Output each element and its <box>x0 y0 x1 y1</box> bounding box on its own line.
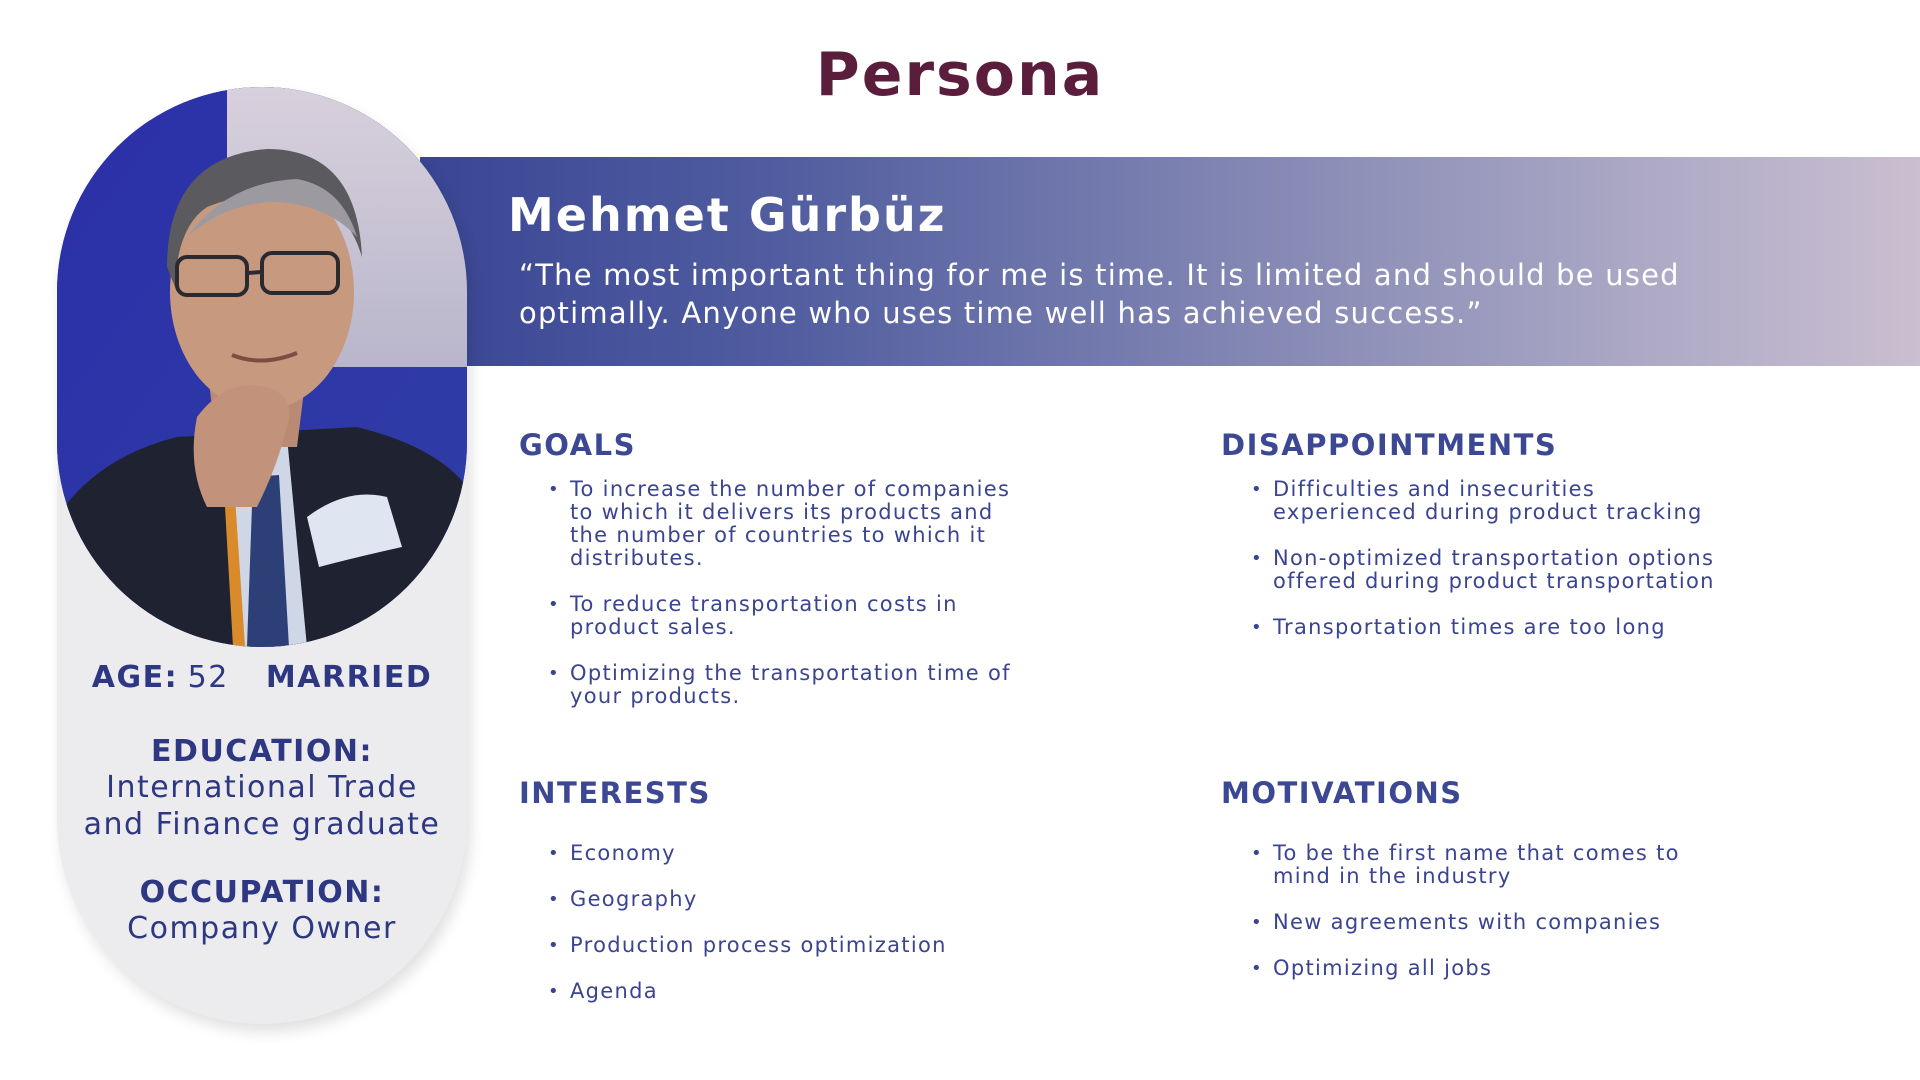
list-item <box>548 478 1068 570</box>
list-item-line: Geography <box>570 887 698 911</box>
list-item-line: offered during product transportation <box>1273 569 1715 593</box>
goals-list <box>548 478 1068 731</box>
education-block <box>57 734 467 843</box>
list-item-line: product sales. <box>570 615 736 639</box>
bullet-dot: • <box>548 935 560 956</box>
list-item-line: Economy <box>570 841 676 865</box>
bullet-dot: • <box>1251 548 1263 569</box>
list-item <box>1251 842 1811 888</box>
disappointments-list <box>1251 478 1811 662</box>
list-item-line: To increase the number of companies <box>570 477 1011 501</box>
list-item-line: Production process optimization <box>570 933 947 957</box>
occupation-block <box>57 875 467 947</box>
list-item-line: your products. <box>570 684 741 708</box>
persona-photo <box>57 87 467 647</box>
list-item-line: mind in the industry <box>1273 864 1512 888</box>
quote-line: “The most important thing for me is time. It is limited and should be used <box>519 258 1680 292</box>
list-item-line: Optimizing the transportation time of <box>570 661 1011 685</box>
list-item <box>1251 478 1811 524</box>
list-item <box>548 593 1068 639</box>
list-item-line: New agreements with companies <box>1273 910 1662 934</box>
persona-name: Mehmet Gürbüz <box>508 188 947 242</box>
list-item <box>1251 957 1811 980</box>
interests-heading: INTERESTS <box>519 776 711 810</box>
list-item <box>548 662 1068 708</box>
list-item-line: the number of countries to which it <box>570 523 987 547</box>
bullet-dot: • <box>548 479 560 500</box>
occupation-label: OCCUPATION: <box>139 875 385 910</box>
bullet-dot: • <box>1251 843 1263 864</box>
list-item-line: To reduce transportation costs in <box>570 592 958 616</box>
motivations-list <box>1251 842 1811 1003</box>
occupation-value: Company Owner <box>127 911 397 946</box>
bullet-dot: • <box>548 981 560 1002</box>
persona-quote <box>519 256 1819 332</box>
education-line: International Trade <box>106 770 418 805</box>
list-item <box>1251 547 1811 593</box>
education-label: EDUCATION: <box>151 734 373 769</box>
list-item-line: Optimizing all jobs <box>1273 956 1493 980</box>
disappointments-heading: DISAPPOINTMENTS <box>1221 428 1558 462</box>
motivations-heading: MOTIVATIONS <box>1221 776 1463 810</box>
list-item <box>548 980 1068 1003</box>
list-item-line: To be the first name that comes to <box>1273 841 1680 865</box>
list-item-line: Difficulties and insecurities <box>1273 477 1596 501</box>
age-value: 52 <box>187 660 229 695</box>
marital-status: MARRIED <box>265 660 433 695</box>
portrait-image <box>57 87 467 647</box>
list-item <box>548 934 1068 957</box>
education-line: and Finance graduate <box>83 807 441 842</box>
bullet-dot: • <box>1251 912 1263 933</box>
list-item-line: Non-optimized transportation options <box>1273 546 1715 570</box>
list-item-line: Agenda <box>570 979 658 1003</box>
bullet-dot: • <box>548 889 560 910</box>
list-item-line: experienced during product tracking <box>1273 500 1703 524</box>
age-label: AGE: <box>91 660 179 695</box>
age-marital-line <box>57 660 467 695</box>
list-item <box>548 888 1068 911</box>
list-item-line: to which it delivers its products and <box>570 500 994 524</box>
goals-heading: GOALS <box>519 428 636 462</box>
list-item <box>1251 616 1811 639</box>
list-item-line: distributes. <box>570 546 704 570</box>
bullet-dot: • <box>1251 479 1263 500</box>
bullet-dot: • <box>548 843 560 864</box>
bullet-dot: • <box>548 594 560 615</box>
bullet-dot: • <box>548 663 560 684</box>
bullet-dot: • <box>1251 958 1263 979</box>
list-item <box>1251 911 1811 934</box>
list-item-line: Transportation times are too long <box>1273 615 1666 639</box>
interests-list <box>548 842 1068 1026</box>
page-title: Persona <box>815 40 1105 110</box>
list-item <box>548 842 1068 865</box>
bullet-dot: • <box>1251 617 1263 638</box>
quote-line: optimally. Anyone who uses time well has achieved success.” <box>519 296 1483 330</box>
